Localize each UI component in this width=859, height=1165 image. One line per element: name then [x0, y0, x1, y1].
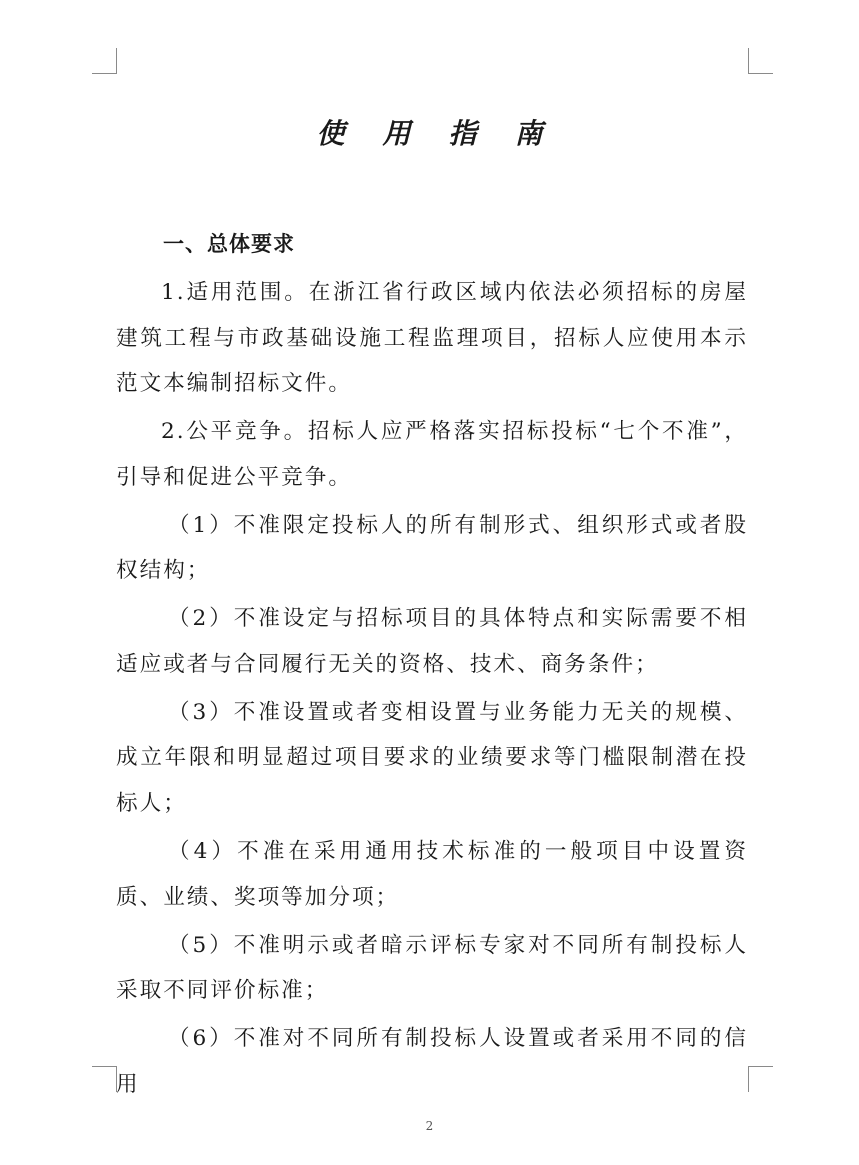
- page-number: 2: [425, 1119, 434, 1133]
- document-body: [116, 222, 748, 1107]
- list-item: （6）不准对不同所有制投标人设置或者采用不同的信用: [116, 1026, 748, 1097]
- crop-mark-bottom-left: [92, 1066, 117, 1092]
- list-item: （4）不准在采用通用技术标准的一般项目中设置资质、业绩、奖项等加分项；: [116, 839, 748, 910]
- list-item: （3）不准设置或者变相设置与业务能力无关的规模、成立年限和明显超过项目要求的业绩要求等门槛限制潜在投标人；: [116, 699, 748, 817]
- section-heading: 一、总体要求: [163, 232, 295, 256]
- crop-mark-bottom-right: [748, 1066, 773, 1092]
- paragraph-scope: 1.适用范围。在浙江省行政区域内依法必须招标的房屋建筑工程与市政基础设施工程监理项目，招标人应使用本示范文本编制招标文件。: [116, 279, 748, 397]
- list-item: （5）不准明示或者暗示评标专家对不同所有制投标人采取不同评价标准；: [116, 932, 748, 1004]
- crop-mark-top-right: [748, 48, 773, 74]
- list-item: （2）不准设定与招标项目的具体特点和实际需要不相适应或者与合同履行无关的资格、技术、商务条件；: [116, 606, 748, 677]
- page-title: 使用指南: [316, 117, 581, 150]
- list-item: （1）不准限定投标人的所有制形式、组织形式或者股权结构；: [116, 512, 748, 584]
- crop-mark-top-left: [92, 48, 117, 74]
- paragraph-fair-competition: 2.公平竞争。招标人应严格落实招标投标“七个不准”，引导和促进公平竞争。: [116, 419, 748, 490]
